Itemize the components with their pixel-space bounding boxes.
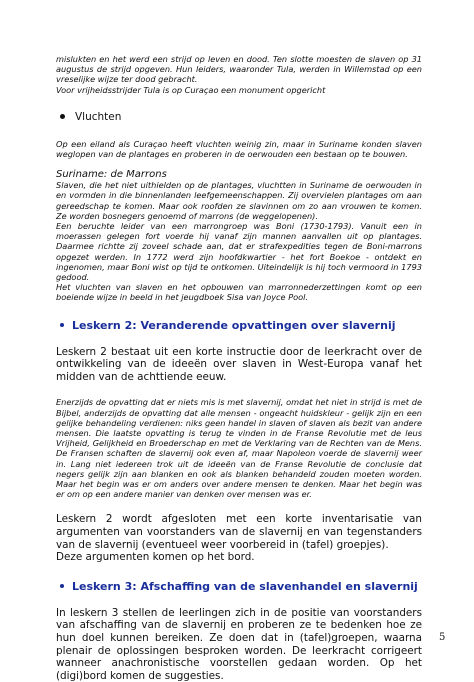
- lesson2-heading-row: [56, 319, 422, 332]
- lesson2-closing-line: Deze argumenten komen op het bord.: [56, 551, 255, 564]
- page-number: 5: [439, 632, 446, 643]
- vluchten-heading: Vluchten: [75, 110, 122, 123]
- marrons-paragraph-1: Slaven, die het niet uithielden op de plantages, vluchtten in Suriname de oerwouden in en vormden in die binnenlanden leefgemeenschappen. Zij overvielen plantages om aan gereedschap te komen. Maar ook roofden ze slavinnen om zo aan vrouwen te komen. Ze worden bosnegers genoemd of marrons (de weggelopenen).: [56, 180, 422, 221]
- lesson3-heading-row: [56, 580, 422, 593]
- lesson2-heading: Leskern 2: Veranderende opvattingen over slavernij: [72, 318, 396, 332]
- bullet-icon: [60, 114, 65, 119]
- intro-monument-line: Voor vrijheidsstrijder Tula is op Curaçao een monument opgericht: [56, 84, 326, 95]
- vluchten-bullet: [56, 111, 422, 123]
- document-page: [56, 54, 422, 682]
- bullet-icon: [60, 584, 64, 588]
- intro-paragraph: mislukten en het werd een strijd op leven en dood. Ten slotte moesten de slaven op 31 augustus de strijd opgeven. Hun leiders, waaronder Tula, werden in Willemstad op een vreselijke wijze ter dood gebracht.: [56, 54, 422, 85]
- marrons-paragraph-3: Het vluchten van slaven en het opbouwen van marronnederzettingen komt op een boeiende wijze in beeld in het jeugdboek Sisa van Joyce Pool.: [56, 282, 422, 303]
- marrons-paragraph-2: Een beruchte leider van een marrongroep was Boni (1730-1793). Vanuit een in moerassen gelegen fort voerde hij vanaf zijn mannen aanvallen uit op plantages. Daarmee richtte zij zoveel schade aan, dat er strafexpedities tegen de Boni-marrons opgezet werden. In 1772 werd zijn hoofdkwartier - het fort Boekoe - ontdekt en ingenomen, maar Boni wist op tijd te ontkomen. Uiteindelijk is hij toch vermoord in 1793 gedood.: [56, 221, 422, 283]
- lesson2-paragraph: Leskern 2 bestaat uit een korte instructie door de leerkracht over de ontwikkeling van de ideeën over slaven in West-Europa vanaf het midden van de achttiende eeuw.: [56, 345, 422, 383]
- lesson2-italic-paragraph: Enerzijds de opvatting dat er niets mis is met slavernij, omdat het niet in strijd is met de Bijbel, anderzijds de opvatting dat alle mensen - ongeacht huidskleur - gelijk zijn en een gelijke behandeling verdienen: niks geen handel in slaven of slaven als bezit van andere mensen. Die laatste opvatting is terug te vinden in de Franse Revolutie met de leus Vrijheid, Gelijkheid en Broederschap en met de Verklaring van de Rechten van de Mens. De Fransen schaften de slavernij ook even af, maar Napoleon voerde de slavernij weer in. Lang niet iedereen trok uit de ideeën van de Franse Revolutie de conclusie dat negers gelijk zijn aan blanken en ook als blanken behandeld zouden moeten worden. Maar het begin was er om anders over andere mensen te denken. Maar het begin was er om op een andere manier van denken over mensen was er.: [56, 397, 422, 500]
- lesson3-paragraph: In leskern 3 stellen de leerlingen zich in de positie van voorstanders van afschaffing van de slavernij en proberen ze te bedenken hoe ze hun doel kunnen bereiken. Ze doen dat in (tafel)groepen, waarna plenair de oplossingen besproken worden. De leerkracht corrigeert wanneer anachronistische voorstellen gedaan worden. Op het (digi)bord komen de suggesties.: [56, 606, 422, 682]
- marrons-heading: Suriname: de Marrons: [56, 169, 167, 181]
- lesson3-heading: Leskern 3: Afschaffing van de slavenhandel en slavernij: [72, 579, 418, 593]
- vluchten-paragraph: Op een eiland als Curaçao heeft vluchten weinig zin, maar in Suriname konden slaven weglopen van de plantages en proberen in de oerwouden een bestaan op te bouwen.: [56, 138, 422, 160]
- bullet-icon: [60, 323, 64, 327]
- lesson2-closing-paragraph: Leskern 2 wordt afgesloten met een korte inventarisatie van argumenten van voorstanders van de slavernij en van tegenstanders van de slavernij (eventueel weer voorbereid in (tafel) groepjes).: [56, 513, 422, 551]
